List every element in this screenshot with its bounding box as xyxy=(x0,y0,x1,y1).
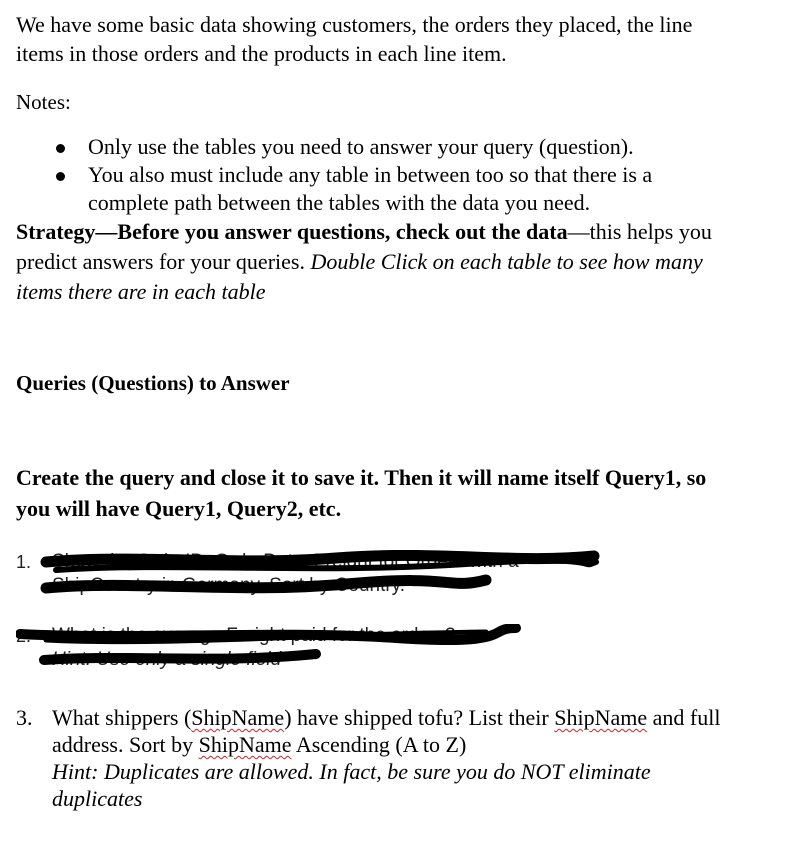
query-hint: Hint: Use only a single field xyxy=(52,649,282,670)
strategy-plain: —this helps you predict answers for your queries. xyxy=(16,219,712,274)
strategy-bold: Strategy—Before you answer questions, check out the data xyxy=(16,219,568,244)
query-text xyxy=(52,704,736,758)
query-item-2 xyxy=(16,624,736,684)
query-line: Show the OrderID, OrderDate, Freight for Orders with a xyxy=(52,551,519,572)
notes-list xyxy=(16,133,736,217)
query-text-part: ) have shipped tofu? List their xyxy=(284,705,555,730)
intro-paragraph: We have some basic data showing customers, the orders they placed, the line items in those orders and the products in each line item. xyxy=(16,12,693,66)
query-number: 1. xyxy=(16,552,32,572)
query-line: What is the average Freight paid for the orders? xyxy=(52,625,456,646)
query-text-part: What shippers ( xyxy=(52,705,192,730)
query-hint: Hint: Duplicates are allowed. In fact, be sure you do NOT eliminate duplicates xyxy=(52,759,651,811)
shipname-term: ShipName xyxy=(554,705,648,730)
note-text: Only use the tables you need to answer your query (question). xyxy=(88,134,634,159)
instruction-paragraph: Create the query and close it to save it. Then it will name itself Query1, so you will have Query1, Query2, etc. xyxy=(16,465,707,521)
query-text-part: Ascending (A to Z) xyxy=(291,732,467,757)
query-number: 2. xyxy=(16,626,32,646)
queries-heading: Queries (Questions) to Answer xyxy=(16,371,290,395)
queries-list xyxy=(16,550,736,812)
note-item xyxy=(16,161,736,217)
shipname-term: ShipName xyxy=(198,732,292,757)
query-item-3 xyxy=(16,704,736,812)
note-text: You also must include any table in between too so that there is a complete path between the tables with the data you need. xyxy=(88,162,653,215)
note-item xyxy=(16,133,736,161)
query-line: ShipCountry in Germany. Sort by Country. xyxy=(52,575,406,596)
bullet-icon xyxy=(56,172,65,181)
document-page xyxy=(16,10,736,812)
query-text-part: and full address. Sort by xyxy=(52,705,721,757)
strategy-paragraph xyxy=(16,217,736,307)
query-item-1 xyxy=(16,550,736,610)
notes-heading: Notes: xyxy=(16,90,71,114)
bullet-icon xyxy=(56,144,65,153)
shipname-term: ShipName xyxy=(191,705,285,730)
strategy-italic: Double Click on each table to see how many items there are in each table xyxy=(16,249,703,304)
query-number: 3. xyxy=(16,705,33,730)
